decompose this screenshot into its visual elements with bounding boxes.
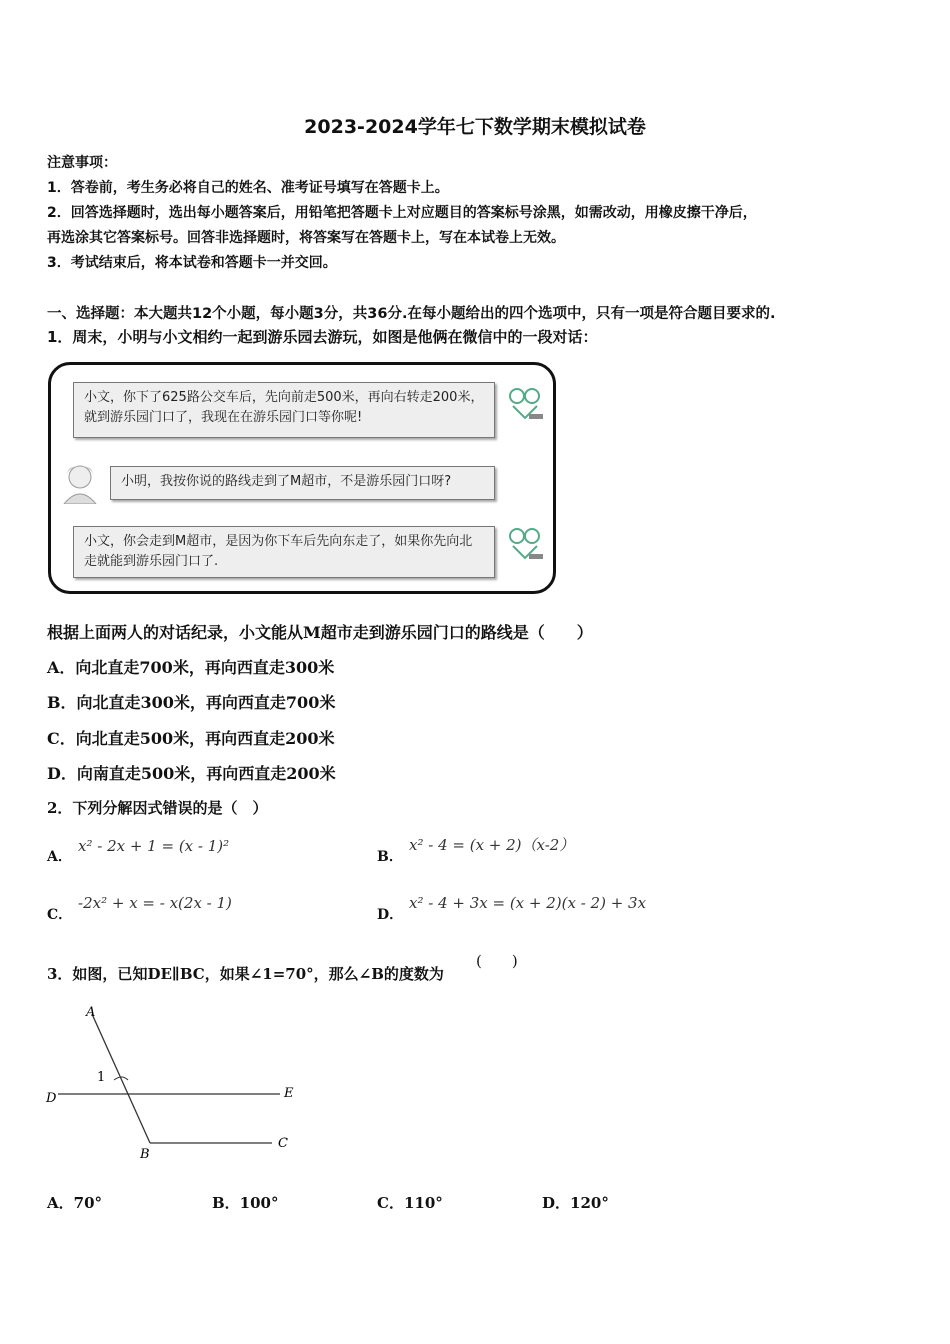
q3-stem: 3．如图，已知DE∥BC，如果∠1=70°，那么∠B的度数为	[47, 965, 444, 983]
q3-option-a: A．70°	[47, 1194, 103, 1212]
page-title: 2023-2024学年七下数学期末模拟试卷	[304, 116, 646, 138]
q3-option-d: D．120°	[542, 1194, 609, 1212]
q1-option-c: C．向北直走500米，再向西直走200米	[47, 729, 335, 748]
q2-expr-c: -2x² + x = - x(2x - 1)	[78, 894, 232, 912]
q3-figure	[40, 1000, 310, 1170]
wechat-avatar-icon	[505, 384, 545, 424]
q2-label-c: C．	[47, 907, 73, 923]
q2-label-a: A．	[47, 849, 72, 865]
chat-message-3: 小文，你会走到M超市，是因为你下车后先向东走了，如果你先向北走就能到游乐园门口了.	[73, 526, 495, 578]
note-2a: 2．回答选择题时，选出每小题答案后，用铅笔把答题卡上对应题目的答案标号涂黑，如需改动，用橡皮擦干净后，	[47, 205, 757, 221]
q1-option-a: A．向北直走700米，再向西直走300米	[47, 658, 335, 677]
q2-expr-a: x² - 2x + 1 = (x - 1)²	[78, 837, 230, 855]
q3-answer-paren: ( )	[476, 952, 518, 970]
note-3: 3．考试结束后，将本试卷和答题卡一并交回。	[47, 255, 337, 271]
point-label-d: D	[46, 1091, 57, 1106]
q2-label-b: B．	[377, 849, 403, 865]
note-2b: 再选涂其它答案标号。回答非选择题时，将答案写在答题卡上，写在本试卷上无效。	[47, 230, 565, 246]
wechat-avatar-icon	[505, 524, 545, 564]
section-heading: 一、选择题：本大题共12个小题，每小题3分，共36分.在每小题给出的四个选项中，只有一项是符合题目要求的.	[47, 306, 776, 322]
q1-option-b: B．向北直走300米，再向西直走700米	[47, 693, 336, 712]
point-label-e: E	[284, 1086, 294, 1101]
q2-expr-b: x² - 4 = (x + 2)（x-2）	[409, 836, 575, 854]
q1-question: 根据上面两人的对话纪录，小文能从M超市走到游乐园门口的路线是（ ）	[47, 623, 593, 642]
q1-option-d: D．向南直走500米，再向西直走200米	[47, 764, 336, 783]
notes-heading: 注意事项：	[47, 155, 117, 171]
q3-option-b: B．100°	[212, 1194, 279, 1212]
q2-expr-d: x² - 4 + 3x = (x + 2)(x - 2) + 3x	[409, 894, 647, 912]
q2-stem: 2．下列分解因式错误的是（ ）	[47, 799, 268, 817]
q1-stem: 1．周末，小明与小文相约一起到游乐园去游玩，如图是他俩在微信中的一段对话：	[47, 328, 598, 346]
note-1: 1．答卷前，考生务必将自己的姓名、准考证号填写在答题卡上。	[47, 180, 449, 196]
angle-label-1: 1	[97, 1070, 106, 1085]
q2-label-d: D．	[377, 907, 404, 923]
q3-option-c: C．110°	[377, 1194, 443, 1212]
person-avatar-icon	[60, 462, 100, 504]
point-label-a: A	[86, 1005, 96, 1020]
point-label-c: C	[278, 1136, 288, 1151]
chat-message-1: 小文，你下了625路公交车后，先向前走500米，再向右转走200米，就到游乐园门口了，我现在在游乐园门口等你呢!	[73, 382, 495, 438]
chat-message-2: 小明，我按你说的路线走到了M超市，不是游乐园门口呀?	[110, 466, 495, 500]
point-label-b: B	[140, 1147, 150, 1162]
